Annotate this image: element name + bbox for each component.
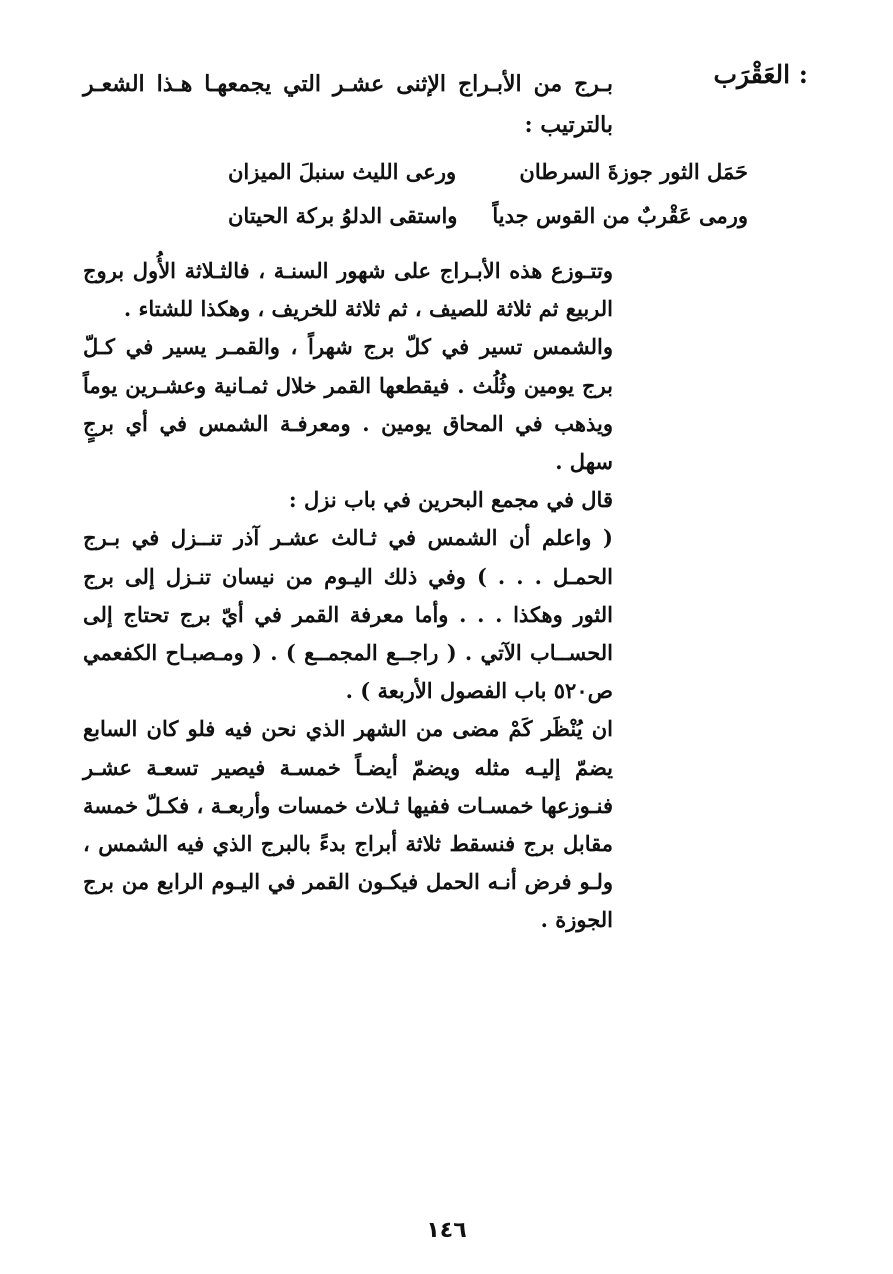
verse-2-first-hemistich: ورمى عَقْربٌ من القوس جدياً xyxy=(492,203,748,228)
verse-1-second-hemistich: ورعى الليث سنبلَ الميزان xyxy=(228,159,457,184)
page-number: ١٤٦ xyxy=(426,1218,467,1243)
verse-line-2 xyxy=(228,201,748,231)
paragraph-citation-intro: قال في مجمع البحرين في باب نزل : xyxy=(288,487,613,513)
verse-line-1 xyxy=(228,157,748,187)
paragraph-calculation-method: ان يُنْظَر كَمْ مضى من الشهر الذي نحن فيه فلو كان السابع يضمّ إليـه مثله ويضمّ أيضـاً خمسـة فيصير تسعـة عشـر فنـوزعها خمسـات ففيها ثـلاث خمسات وأربعـة ، فكـلّ خمسة مقابل برج فنسقط ثلاثة أبراج بدءً بالبرج الذي فيه الشمس ، ولـو فرض أنـه الحمل فيكـون القمر في اليـوم الرابع من برج الجوزة . xyxy=(83,716,613,933)
paragraph-zodiac-seasons: وتتـوزع هذه الأبـراج على شهور السنـة ، فالثـلاثة الأُول بروج الربيع ثم ثلاثة للصيف ، ثم ثلاثة للخريف ، وهكذا للشتاء . xyxy=(83,258,613,322)
entry-headword: العَقْرَب : xyxy=(713,60,808,89)
verse-2-second-hemistich: واستقى الدلوُ بركة الحيتان xyxy=(228,203,458,228)
verse-1-first-hemistich: حَمَل الثور جوزةَ السرطان xyxy=(519,159,748,184)
body-text xyxy=(83,252,613,940)
paragraph-quotation: ( واعلم أن الشمس في ثـالث عشـر آذر تنــزل في بـرج الحمـل . . . ) وفي ذلك اليـوم من نيسان تنـزل إلى برج الثور وهكذا . . . وأما معرفة القمر في أيّ برج تحتاج إلى الحســاب الآتي . ( راجــع المجمــع ) . ( ومـصبـاح الكفعمي ص٥٢٠ باب الفصول الأربعة ) . xyxy=(83,525,613,704)
entry-definition: بـرج من الأبـراج الإثنى عشـر التي يجمعهـا هـذا الشعـر بالترتيب : xyxy=(83,71,613,138)
paragraph-sun-moon-motion: والشمس تسير في كلّ برج شهراً ، والقمـر يسير في كـلّ برج يومين وثُلُث . فيقطعها القمر خلال ثمـانية وعشـرين يوماً ويذهب في المحاق يومين . ومعرفـة الشمس في أي برجٍ سهل . xyxy=(83,334,613,475)
